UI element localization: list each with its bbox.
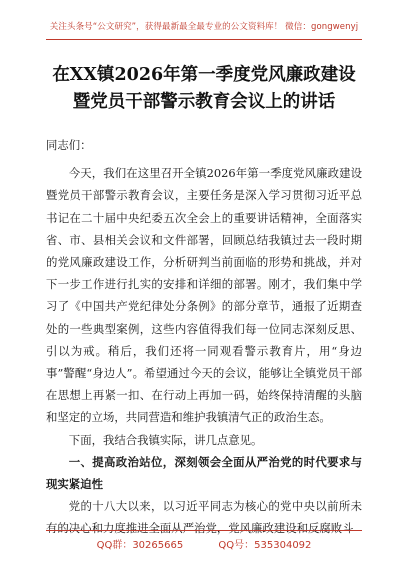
document-title <box>20 62 388 116</box>
greeting: 同志们： <box>46 138 92 152</box>
footer-qq-number: QQ号：535304092 <box>218 540 312 551</box>
section-heading-1: 一、提高政治站位，深刻领会全面从严治党的时代要求与现实紧迫性 <box>46 454 362 492</box>
section-1-paragraph: 党的十八大以来，以习近平同志为核心的党中央以前所未有的决心和力度推进全面从严治党，党风廉政建设和反腐败斗 <box>46 499 362 536</box>
page-header <box>0 0 408 46</box>
paragraph-intro: 今天，我们在这里召开全镇2026年第一季度党风廉政建设暨党员干部警示教育会议，主要任务是深入学习贯彻习近平总书记在二十届中央纪委五次全会上的重要讲话精神，全面落实省、市、县相关会议和文件部署，回顾总结我镇过去一段时期的党风廉政建设工作，分析研判当前面临的形势和挑战，并对下一步工作进行扎实的安排和详细的部署。刚才，我们集中学习了《中国共产党纪律处分条例》的部分章节，通报了近期查处的一些典型案例，这些内容值得我们每一位同志深刻反思、引以为戒。稍后，我们还将一同观看警示教育片，用“身边事”警醒“身边人”。希望通过今天的会议，能够让全镇党员干部在思想上再紧一扣、在行动上再加一码，始终保持清醒的头脑和坚定的立场，共同营造和维护我镇清气正的政治生态。 <box>46 166 362 425</box>
header-promo-text: 关注头条号“公文研究”，获得最新最全最专业的公文资料库！ 微信：gongwenyj <box>49 22 359 32</box>
footer-qq-group: QQ群：30265665 <box>96 540 184 551</box>
paragraph-transition: 下面，我结合我镇实际，讲几点意见。 <box>68 432 263 447</box>
title-line-1: 在XX镇2026年第一季度党风廉政建设 <box>52 65 356 85</box>
footer-divider <box>46 530 362 531</box>
title-line-2: 暨党员干部警示教育会议上的讲话 <box>72 92 336 112</box>
page-footer <box>0 536 408 551</box>
document-body <box>46 134 362 540</box>
header-divider <box>46 39 362 40</box>
